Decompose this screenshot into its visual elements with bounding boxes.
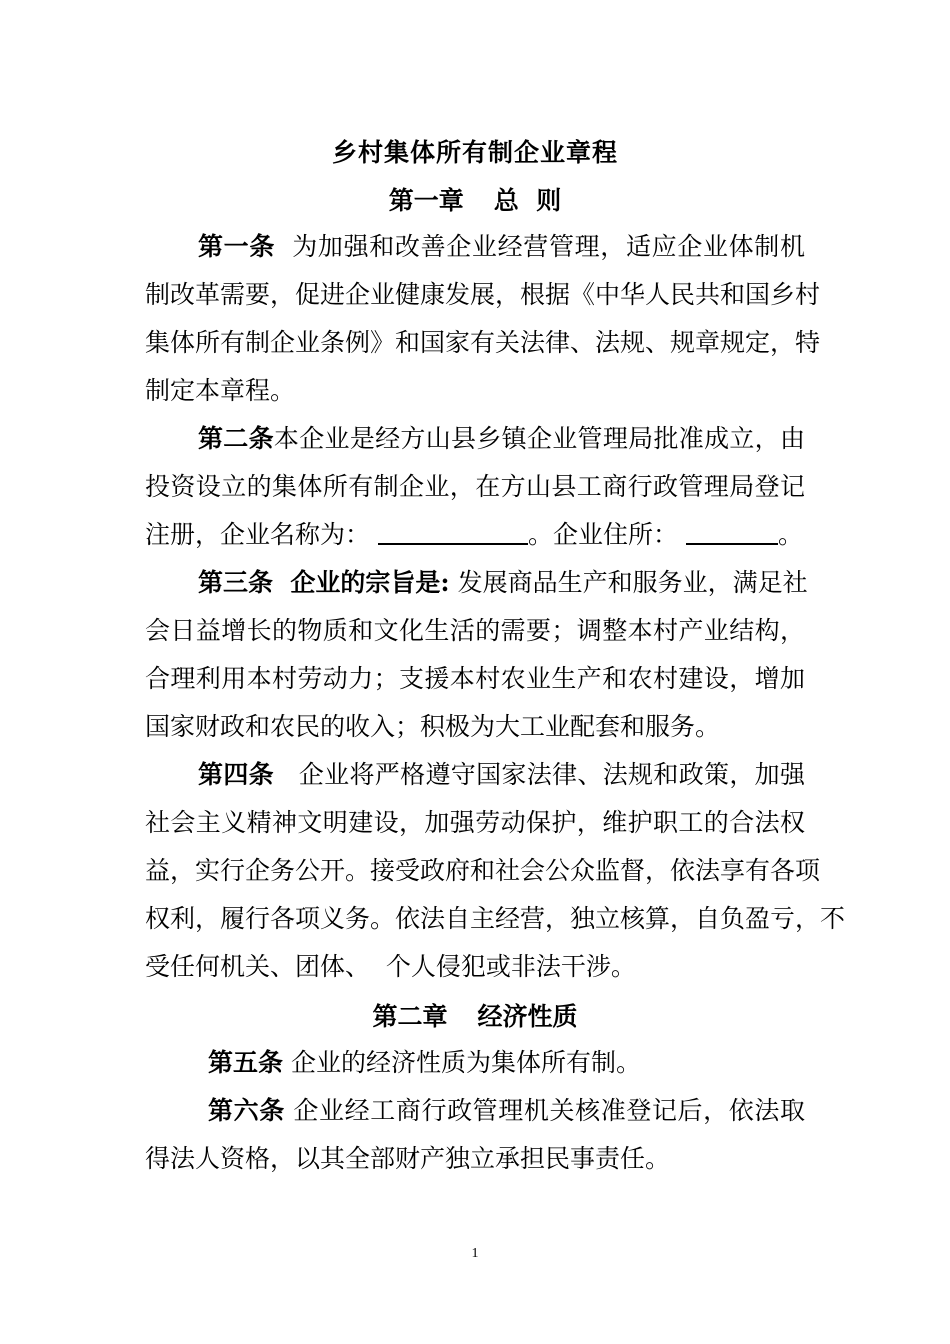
article-4-line-5: 受任何机关、团体、 个人侵犯或非法干涉。	[145, 952, 636, 981]
article-3-line-2: 会日益增长的物质和文化生活的需要；调整本村产业结构，	[145, 616, 805, 645]
chapter-name: 总 则	[493, 186, 562, 215]
chapter-name: 经济性质	[477, 1002, 578, 1031]
article-1-line-1: 第一条 为加强和改善企业经营管理，适应企业体制机	[198, 232, 805, 261]
article-2-line-2: 投资设立的集体所有制企业，在方山县工商行政管理局登记	[145, 472, 805, 501]
article-4-line-4: 权利，履行各项义务。依法自主经营，独立核算，自负盈亏，不	[145, 904, 846, 933]
article-6-line-1: 第六条 企业经工商行政管理机关核准登记后，依法取	[208, 1096, 805, 1125]
chapter-label: 第一章	[388, 186, 464, 215]
article-2-head: 第二条	[198, 424, 274, 453]
article-1-line-3: 集体所有制企业条例》和国家有关法律、法规、规章规定，特	[145, 328, 821, 357]
article-1-head: 第一条	[198, 232, 276, 261]
chapter-1-heading	[0, 184, 950, 218]
article-6-head: 第六条	[208, 1096, 285, 1125]
chapter-label: 第二章	[372, 1002, 448, 1031]
page-number: 1	[471, 1246, 479, 1261]
document-title: 乡村集体所有制企业章程	[331, 138, 618, 167]
enterprise-name-blank	[378, 519, 528, 545]
article-3-head: 第三条 企业的宗旨是:	[198, 568, 450, 597]
article-4-head: 第四条	[198, 760, 274, 789]
article-3-line-3: 合理利用本村劳动力；支援本村农业生产和农村建设，增加	[145, 664, 805, 693]
article-3-line-1: 第三条 企业的宗旨是: 发展商品生产和服务业，满足社	[198, 568, 808, 597]
article-6-line-2: 得法人资格，以其全部财产独立承担民事责任。	[145, 1144, 671, 1173]
article-5-head: 第五条	[208, 1048, 284, 1077]
article-4-line-1: 第四条 企业将严格遵守国家法律、法规和政策，加强	[198, 760, 805, 789]
article-2-line-3: 注册，企业名称为： 。企业住所： 。	[145, 520, 803, 549]
article-5-line-1: 第五条 企业的经济性质为集体所有制。	[208, 1048, 641, 1077]
article-2-line-1: 第二条本企业是经方山县乡镇企业管理局批准成立，由	[198, 424, 805, 453]
article-3-line-4: 国家财政和农民的收入；积极为大工业配套和服务。	[145, 712, 721, 741]
article-4-line-3: 益，实行企务公开。接受政府和社会公众监督，依法享有各项	[145, 856, 821, 885]
article-4-line-2: 社会主义精神文明建设，加强劳动保护，维护职工的合法权	[145, 808, 805, 837]
article-1-line-4: 制定本章程。	[145, 376, 296, 405]
article-1-line-2: 制改革需要，促进企业健康发展，根据《中华人民共和国乡村	[145, 280, 821, 309]
enterprise-address-blank	[686, 519, 778, 545]
chapter-2-heading	[0, 1000, 950, 1034]
